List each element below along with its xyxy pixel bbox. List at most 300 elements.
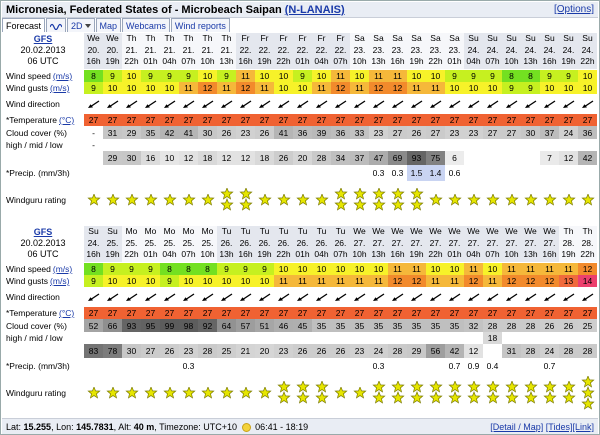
wind-direction-cell — [122, 94, 141, 114]
day-label: Th — [221, 33, 232, 43]
wind-speed-cell: 8 — [179, 263, 198, 275]
rating-cell — [559, 181, 578, 219]
rating-star-icon — [219, 387, 235, 400]
wind-gusts-cell: 10 — [217, 275, 236, 287]
wind-gusts-label — [2, 275, 84, 287]
day-label: Su — [544, 33, 555, 43]
day-label: Mo — [144, 226, 157, 236]
date-label: 27. — [543, 237, 556, 248]
rating-star-icon — [276, 381, 292, 405]
alt-label: Alt: — [118, 422, 132, 432]
cloud-mid-cell — [141, 139, 160, 151]
run-date: 20.02.2013 — [20, 45, 66, 55]
rating-cell — [331, 181, 350, 219]
cloud-high-cell: 95 — [141, 319, 160, 332]
wind-speed-cell: 10 — [274, 70, 293, 82]
time-header — [141, 33, 160, 69]
wind-direction-cell — [160, 94, 179, 114]
wind-speed-row — [2, 70, 598, 82]
temperature-label — [2, 114, 84, 126]
wind-direction-cell — [217, 94, 236, 114]
rating-label — [2, 374, 84, 412]
hour-label: 04h — [314, 56, 329, 66]
lat-value: 15.255 — [23, 422, 52, 432]
wind-speed-cell: 10 — [350, 263, 369, 275]
rating-star-icon — [200, 194, 216, 207]
wind-speed-cell: 9 — [217, 263, 236, 275]
wind-arrow-icon — [182, 292, 196, 302]
sun-icon — [242, 423, 251, 432]
time-header — [464, 226, 483, 262]
wind-gusts-cell: 11 — [217, 82, 236, 94]
cloud-mid-cell — [521, 332, 540, 344]
time-header — [426, 226, 445, 262]
day-label: Su — [468, 33, 479, 43]
wind-direction-cell — [179, 94, 198, 114]
wind-direction-cell — [464, 287, 483, 307]
hour-label: 10h — [504, 249, 519, 259]
cloud-low-cell: 26 — [274, 151, 293, 165]
wind-arrow-icon — [296, 292, 310, 302]
run-time: 06 UTC — [27, 56, 59, 66]
wind-speed-cell: 9 — [103, 263, 122, 275]
date-label: 26. — [334, 237, 347, 248]
wind-direction-cell — [255, 94, 274, 114]
precip-cell — [103, 358, 122, 374]
time-header — [426, 33, 445, 69]
wind-arrow-icon — [448, 292, 462, 302]
cloud-high-cell: 37 — [540, 126, 559, 139]
wind-speed-cell: 9 — [236, 263, 255, 275]
time-header — [84, 33, 103, 69]
precip-cell: 0.7 — [543, 361, 556, 371]
wind-direction-cell — [350, 287, 369, 307]
cloud-low-cell: 28 — [198, 344, 217, 358]
wind-direction-cell — [483, 94, 502, 114]
wind-gusts-cell: 11 — [369, 275, 388, 287]
date-label: 25. — [182, 237, 195, 248]
wind-speed-cell: 10 — [312, 70, 331, 82]
date-label: 24. — [87, 237, 100, 248]
rating-row — [2, 374, 598, 412]
wind-speed-cell: 10 — [426, 263, 445, 275]
wind-direction-cell — [236, 287, 255, 307]
wind-direction-cell — [388, 287, 407, 307]
precip-label-text: *Precip. (mm/3h) — [6, 168, 70, 178]
rating-cell — [521, 181, 540, 219]
rating-cell — [540, 374, 559, 412]
rating-star-icon — [162, 387, 178, 400]
cloud-mid-cell — [217, 139, 236, 151]
hour-label: 19h — [561, 249, 576, 259]
wind-arrow-icon — [334, 99, 348, 109]
time-header — [464, 33, 483, 69]
time-header — [540, 33, 559, 69]
temperature-cell: 27 — [274, 114, 293, 126]
day-label: Fr — [241, 33, 250, 43]
temperature-cell: 27 — [445, 307, 464, 319]
wind-direction-cell — [236, 94, 255, 114]
cloud-high-cell: - — [92, 127, 95, 138]
wind-direction-cell — [103, 287, 122, 307]
date-label: 26. — [315, 237, 328, 248]
wind-gusts-cell: 11 — [445, 275, 464, 287]
cloud-high-cell: 27 — [483, 126, 502, 139]
wind-speed-unit-link[interactable]: (m/s) — [52, 264, 73, 274]
precip-cell — [84, 358, 103, 374]
hour-label: 01h — [143, 56, 158, 66]
wind-arrow-icon — [296, 99, 310, 109]
rating-star-icon — [105, 194, 121, 207]
model-link[interactable]: GFS — [33, 34, 53, 44]
date-label: 27. — [486, 237, 499, 248]
wind-gusts-cell: 12 — [388, 275, 407, 287]
cloud-high-cell: 27 — [426, 126, 445, 139]
time-header — [217, 33, 236, 69]
day-label: We — [87, 33, 100, 43]
time-header — [312, 226, 331, 262]
cloud-mid-cell — [312, 332, 331, 344]
wind-arrow-icon — [429, 292, 443, 302]
cloud-mid-cell — [141, 332, 160, 344]
temperature-cell: 27 — [217, 307, 236, 319]
hour-label: 16h — [542, 56, 557, 66]
hour-label: 22h — [428, 249, 443, 259]
cloud-high-cell: 29 — [122, 126, 141, 139]
wind-direction-cell — [407, 287, 426, 307]
precip-label-text: *Precip. (mm/3h) — [6, 361, 70, 371]
temperature-row — [2, 114, 598, 126]
wind-direction-cell — [521, 287, 540, 307]
cloud-low-cell: 16 — [141, 151, 160, 165]
precip-cell — [426, 358, 445, 374]
wind-gusts-cell: 9 — [84, 82, 103, 94]
wind-direction-cell — [141, 94, 160, 114]
day-label: Mo — [125, 226, 138, 236]
detail-map-link[interactable]: [Detail / Map] — [490, 422, 544, 432]
cloud-mid-cell — [483, 139, 502, 151]
wind-speed-cell: 9 — [141, 70, 160, 82]
day-label: Tu — [297, 226, 308, 236]
wind-speed-cell: 11 — [331, 70, 350, 82]
wind-speed-cell: 9 — [141, 263, 160, 275]
precip-cell — [84, 165, 103, 181]
temperature-cell: 27 — [274, 307, 293, 319]
wind-direction-label — [2, 94, 84, 114]
time-header — [388, 226, 407, 262]
hour-label: 13h — [523, 249, 538, 259]
wind-gusts-row — [2, 275, 598, 287]
time-header — [255, 33, 274, 69]
cloud-high-cell: 35 — [426, 319, 445, 332]
temperature-cell: 27 — [141, 307, 160, 319]
rating-cell — [426, 181, 445, 219]
date-label: 20. — [87, 44, 100, 55]
cloud-high-label-text: Cloud cover (%) — [6, 127, 67, 138]
wind-speed-unit-link[interactable]: (m/s) — [52, 71, 73, 81]
precip-cell — [578, 165, 597, 181]
tab-forecast[interactable]: Forecast — [2, 18, 45, 32]
precip-cell: 0.4 — [486, 361, 499, 371]
rating-cell — [103, 374, 122, 412]
wind-direction-cell — [217, 287, 236, 307]
date-label: 21. — [125, 44, 138, 55]
rating-star-icon — [523, 194, 539, 207]
temperature-cell: 27 — [483, 114, 502, 126]
day-label: We — [106, 33, 119, 43]
wind-gusts-cell: 11 — [426, 82, 445, 94]
rating-star-icon — [504, 381, 520, 405]
rating-star-icon — [124, 387, 140, 400]
temperature-cell: 27 — [122, 307, 141, 319]
cloud-high-cell: 42 — [160, 126, 179, 139]
cloud-mid-label-text: high / mid / low — [6, 140, 63, 150]
rating-cell — [179, 181, 198, 219]
hour-label: 22h — [276, 249, 291, 259]
rating-star-icon — [580, 376, 596, 411]
model-info — [2, 33, 84, 69]
cloud-low-cell: 24 — [369, 344, 388, 358]
wind-speed-cell: 9 — [445, 70, 464, 82]
wind-speed-cell: 10 — [426, 70, 445, 82]
tab-map[interactable]: Map — [96, 18, 122, 32]
wind-speed-cell: 8 — [160, 263, 179, 275]
wind-arrow-icon — [391, 99, 405, 109]
cloud-mid-cell — [160, 139, 179, 151]
temperature-unit-link[interactable]: (°C) — [59, 115, 75, 125]
wind-arrow-icon — [467, 292, 481, 302]
date-label: 27. — [524, 237, 537, 248]
precip-label — [2, 165, 84, 181]
day-label: Sa — [392, 33, 403, 43]
tab-2d[interactable] — [67, 18, 95, 32]
wind-direction-cell — [274, 94, 293, 114]
cloud-mid-cell — [198, 332, 217, 344]
day-label: Tu — [316, 226, 327, 236]
time-header — [160, 226, 179, 262]
cloud-mid-cell — [407, 332, 426, 344]
day-label: We — [448, 226, 461, 236]
cloud-mid-row — [2, 332, 598, 344]
precip-cell — [502, 358, 521, 374]
date-label: 22. — [315, 44, 328, 55]
day-label: Sa — [354, 33, 365, 43]
hour-label: 01h — [447, 249, 462, 259]
day-label: We — [410, 226, 423, 236]
temperature-cell: 27 — [445, 114, 464, 126]
wind-speed-cell: 11 — [502, 263, 521, 275]
precip-cell: 0.3 — [372, 361, 385, 371]
wind-arrow-icon — [353, 292, 367, 302]
cloud-mid-label — [2, 332, 84, 344]
wind-gusts-cell: 10 — [464, 82, 483, 94]
rating-cell — [464, 181, 483, 219]
rating-label-text: Windguru rating — [6, 195, 67, 205]
rating-cell — [141, 374, 160, 412]
rating-star-icon — [485, 194, 501, 207]
cloud-low-cell: 12 — [559, 151, 578, 165]
hour-label: 07h — [333, 249, 348, 259]
wind-gusts-cell: 9 — [521, 82, 540, 94]
cloud-mid-cell — [103, 139, 122, 151]
cloud-high-cell: 28 — [483, 319, 502, 332]
link-link[interactable]: [Link] — [572, 422, 594, 432]
cloud-mid-cell — [236, 332, 255, 344]
date-label: 22. — [258, 44, 271, 55]
tab-2d-label: 2D — [71, 21, 83, 31]
wind-speed-cell: 10 — [369, 263, 388, 275]
cloud-high-cell: 28 — [502, 319, 521, 332]
cloud-low-cell: 23 — [274, 344, 293, 358]
rating-cell — [369, 374, 388, 412]
cloud-mid-cell — [179, 139, 198, 151]
wind-arrow-icon — [258, 292, 272, 302]
date-label: 26. — [220, 237, 233, 248]
rating-star-icon — [409, 381, 425, 405]
precip-cell — [559, 358, 578, 374]
wind-direction-cell — [84, 94, 103, 114]
wind-speed-cell: 8 — [521, 70, 540, 82]
wind-gusts-unit-link[interactable]: (m/s) — [50, 83, 70, 93]
time-header — [160, 33, 179, 69]
rating-star-icon — [390, 381, 406, 405]
wind-speed-cell: 10 — [255, 70, 274, 82]
cloud-high-label — [2, 126, 84, 139]
cloud-high-cell: 35 — [369, 319, 388, 332]
cloud-high-cell: 26 — [217, 126, 236, 139]
precip-cell — [160, 358, 179, 374]
wind-arrow-icon — [581, 292, 595, 302]
date-label: 24. — [524, 44, 537, 55]
tab-webcams[interactable]: Webcams — [122, 18, 170, 32]
options-link[interactable]: [Options] — [553, 4, 594, 15]
rating-star-icon — [466, 194, 482, 207]
wind-direction-cell — [426, 287, 445, 307]
wind-speed-cell: 11 — [236, 70, 255, 82]
time-header — [559, 33, 578, 69]
cloud-mid-cell — [331, 332, 350, 344]
precip-cell: 0.6 — [448, 168, 461, 178]
date-label: 27. — [448, 237, 461, 248]
day-label: Th — [202, 33, 213, 43]
cloud-low-cell: 18 — [198, 151, 217, 165]
day-label: Th — [164, 33, 175, 43]
date-label: 26. — [277, 237, 290, 248]
time-header — [103, 226, 122, 262]
run-time: 06 UTC — [27, 249, 59, 259]
hour-label: 10h — [504, 56, 519, 66]
temperature-cell: 27 — [198, 114, 217, 126]
precip-cell — [312, 358, 331, 374]
cloud-high-cell: 23 — [369, 126, 388, 139]
temperature-cell: 27 — [255, 114, 274, 126]
wind-speed-cell: 9 — [483, 70, 502, 82]
cloud-low-cell: 6 — [445, 151, 464, 165]
cloud-high-cell: 36 — [293, 126, 312, 139]
temperature-cell: 27 — [331, 307, 350, 319]
cloud-mid-cell — [578, 139, 597, 151]
time-header — [502, 226, 521, 262]
wind-speed-label — [2, 263, 84, 275]
wind-gusts-cell: 11 — [312, 275, 331, 287]
time-header — [274, 226, 293, 262]
cloud-low-cell: 21 — [236, 344, 255, 358]
cloud-high-cell: 52 — [84, 319, 103, 332]
cloud-low-row — [2, 344, 598, 358]
cloud-mid-cell — [540, 139, 559, 151]
hour-label: 19h — [409, 56, 424, 66]
date-label: 25. — [163, 237, 176, 248]
precip-cell — [141, 358, 160, 374]
wind-arrow-icon — [581, 99, 595, 109]
time-header — [217, 226, 236, 262]
precip-cell — [502, 165, 521, 181]
cloud-high-cell: 92 — [198, 319, 217, 332]
rating-cell — [350, 374, 369, 412]
day-label: We — [467, 226, 480, 236]
precip-cell — [540, 165, 559, 181]
wind-arrow-icon — [201, 292, 215, 302]
wind-gusts-cell: 11 — [350, 275, 369, 287]
cloud-high-label-text: Cloud cover (%) — [6, 320, 67, 331]
tides-link[interactable]: [Tides] — [545, 422, 573, 432]
wind-direction-cell — [122, 287, 141, 307]
hour-label: 07h — [333, 56, 348, 66]
hour-label: 10h — [200, 56, 215, 66]
wind-speed-cell: 8 — [502, 70, 521, 82]
temperature-cell: 27 — [331, 114, 350, 126]
temperature-cell: 27 — [521, 307, 540, 319]
spot-link[interactable]: (N-LANAIS) — [284, 4, 345, 16]
hour-label: 19h — [257, 249, 272, 259]
temperature-cell: 27 — [103, 307, 122, 319]
wind-arrow-icon — [410, 99, 424, 109]
cloud-mid-cell — [559, 332, 578, 344]
temperature-unit-link[interactable]: (°C) — [59, 308, 75, 318]
wind-direction-cell — [445, 94, 464, 114]
hour-label: 10h — [352, 249, 367, 259]
cloud-high-cell: 36 — [331, 126, 350, 139]
day-label: Sa — [411, 33, 422, 43]
precip-cell — [255, 165, 274, 181]
time-header — [293, 33, 312, 69]
cloud-high-cell: 98 — [179, 319, 198, 332]
cloud-mid-cell: 18 — [483, 332, 502, 344]
wind-arrow-icon — [486, 99, 500, 109]
wind-direction-label-text: Wind direction — [6, 292, 60, 302]
date-label: 27. — [410, 237, 423, 248]
cloud-low-cell: 25 — [217, 344, 236, 358]
model-link[interactable]: GFS — [33, 227, 53, 237]
cloud-low-cell: 30 — [122, 344, 141, 358]
wind-speed-cell: 9 — [464, 70, 483, 82]
wind-direction-cell — [84, 287, 103, 307]
date-label: 27. — [505, 237, 518, 248]
cloud-low-cell — [502, 151, 521, 165]
precip-cell: 1.5 — [407, 165, 426, 181]
cloud-low-cell — [483, 151, 502, 165]
tab-wind-reports[interactable]: Wind reports — [171, 18, 230, 32]
wind-speed-cell: 9 — [217, 70, 236, 82]
wind-arrow-icon — [505, 292, 519, 302]
wind-gusts-cell: 12 — [521, 275, 540, 287]
temperature-cell: 27 — [483, 307, 502, 319]
wind-arrow-icon — [87, 99, 101, 109]
tab-wave[interactable] — [46, 18, 66, 32]
cloud-high-cell: 51 — [255, 319, 274, 332]
time-header — [84, 226, 103, 262]
wind-gusts-unit-link[interactable]: (m/s) — [50, 276, 70, 286]
